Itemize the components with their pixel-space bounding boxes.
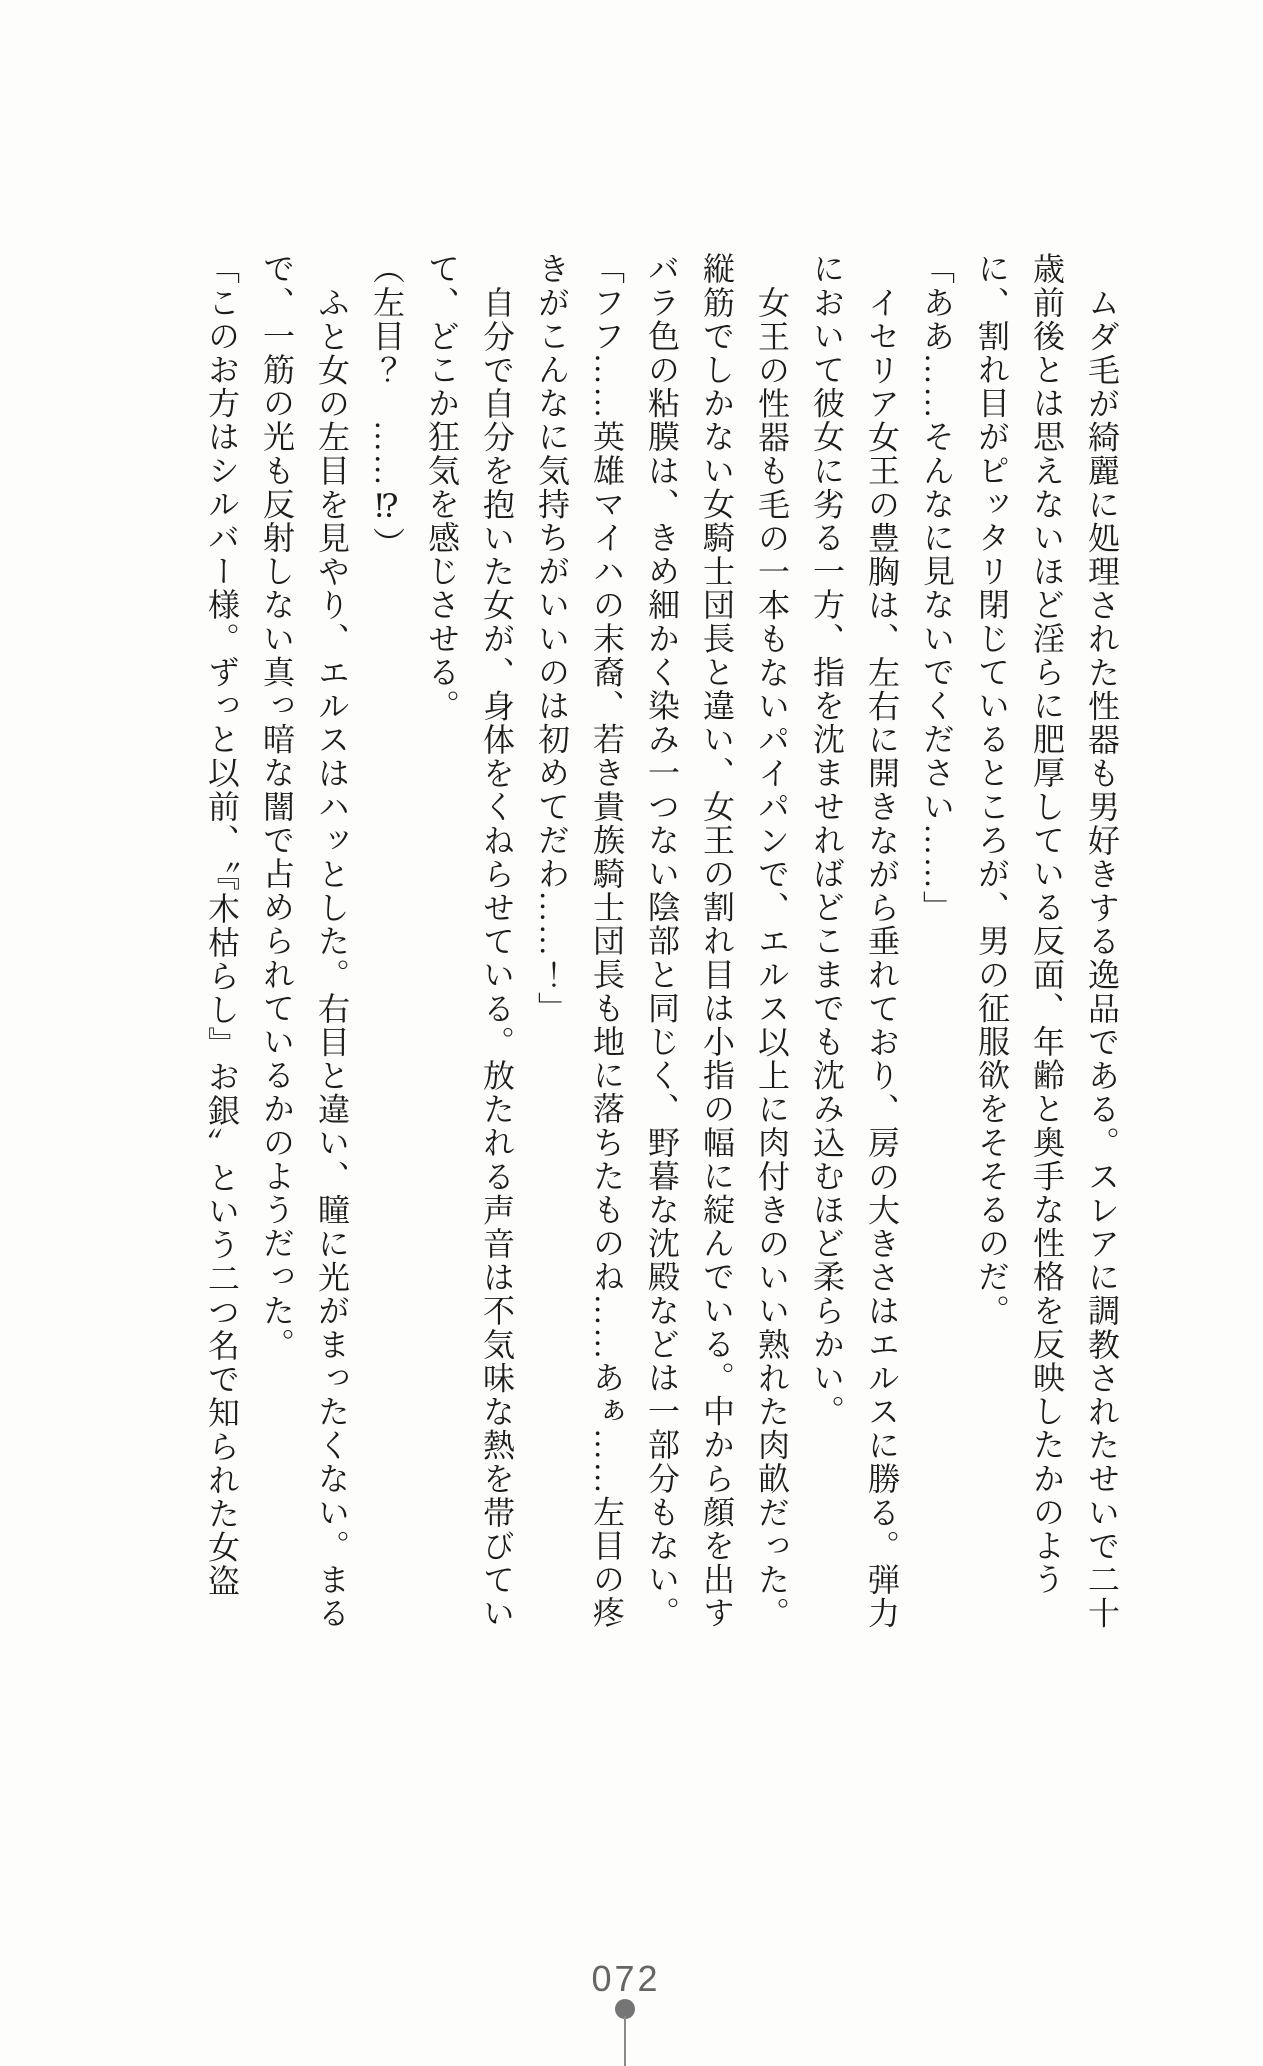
paragraph-3: イセリア女王の豊胸は、左右に開きながら垂れており、房の大きさはエルスに勝る。弾力において彼女に劣る一方、指を沈ませればどこまでも沈み込むほど柔らかい。 — [809, 252, 900, 1630]
paragraph-2-dialogue: 「ああ……そんなに見ないでください……」 — [919, 252, 955, 924]
paragraph-5-dialogue: 「フフ……英雄マイハの末裔、若き貴族騎士団長も地に落ちたものね……あぁ……左目の疼きがこんなに気持ちがいいのは初めてだわ……！」 — [534, 252, 625, 1630]
paragraph-7-thought: （左目？ ……⁉） — [369, 252, 405, 561]
page-number: 072 — [591, 1958, 661, 1999]
paragraph-1: ムダ毛が綺麗に処理された性器も男好きする逸品である。スレアに調教されたせいで二十歳前後とは思えないほど淫らに肥厚している反面、年齢と奥手な性格を反映したかのように、割れ目がピッタリ閉じているところが、男の征服欲をそそるのだ。 — [974, 252, 1120, 1630]
page-ornament-line — [624, 2016, 626, 2066]
vertical-text-block — [194, 252, 1129, 1630]
paragraph-6: 自分で自分を抱いた女が、身体をくねらせている。放たれる声音は不気味な熱を帯びていて、どこか狂気を感じさせる。 — [424, 252, 515, 1630]
paragraph-9-dialogue: 「このお方はシルバー様。ずっと以前、〝『木枯らし』お銀〟という二つ名で知られた女盗 — [204, 252, 240, 1598]
paragraph-4: 女王の性器も毛の一本もないパイパンで、エルス以上に肉付きのいい熟れた肉畝だった。縦筋でしかない女騎士団長と違い、女王の割れ目は小指の幅に綻んでいる。中から顔を出すバラ色の粘膜は、きめ細かく染み一つない陰部と同じく、野暮な沈殿などは一部分もない。 — [644, 252, 790, 1630]
paragraph-8: ふと女の左目を見やり、エルスはハッとした。右目と違い、瞳に光がまったくない。まるで、一筋の光も反射しない真っ暗な闇で占められているかのようだった。 — [259, 252, 350, 1630]
